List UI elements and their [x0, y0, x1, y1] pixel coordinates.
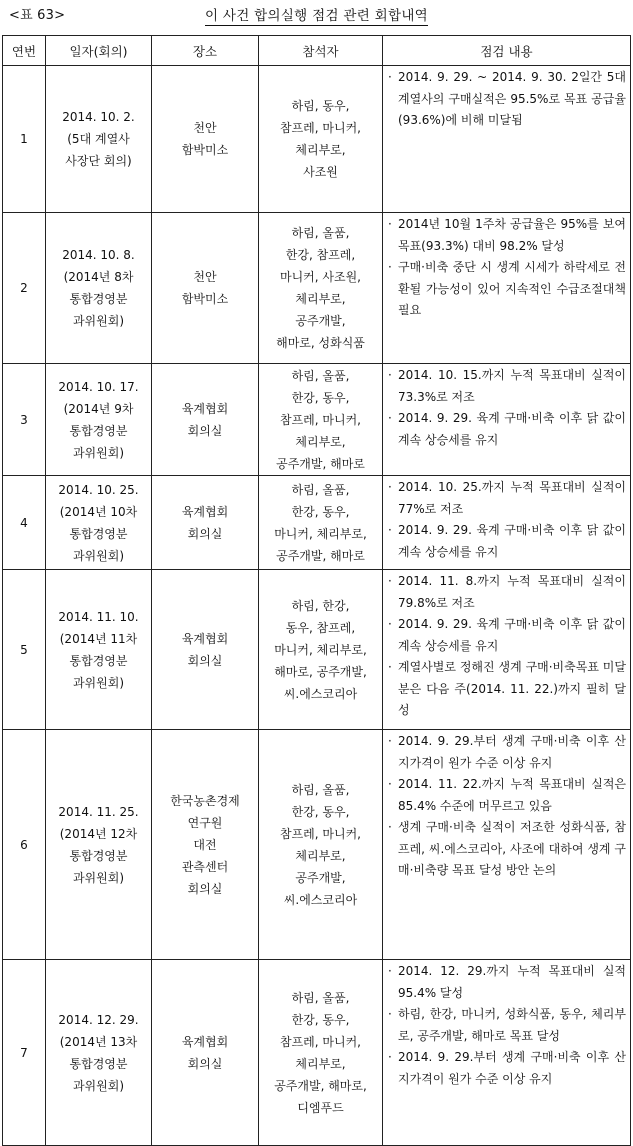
place-line: 육계협회 [181, 1034, 229, 1049]
date-line: 2014. 11. 10. [58, 609, 139, 624]
place-line: 함박미소 [181, 143, 229, 157]
date-line: 통합경영분 [69, 292, 128, 306]
att-line: 씨.에스코리아 [283, 686, 358, 701]
place-line: 관측센터 [181, 859, 229, 874]
detail-item: · 2014. 10. 15.까지 누적 목표대비 실적이 73.3%로 저조 [385, 365, 626, 408]
place-line: 함박미소 [181, 292, 229, 306]
date-line: 통합경영분 [69, 653, 128, 668]
place-line: 회의실 [187, 881, 223, 896]
detail-item: · 2014. 9. 29. ~ 2014. 9. 30. 2일간 5대 계열사의 구매실적은 95.5%로 목표 공급율(93.6%)에 비해 미달됨 [385, 67, 626, 132]
att-line: 참프레, 마니커, [280, 121, 361, 135]
row-number: 2 [3, 213, 46, 364]
attendees-cell [259, 960, 383, 1146]
place-line: 연구원 [187, 815, 223, 830]
att-line: 체리부로, [295, 434, 346, 449]
table-row [3, 213, 631, 364]
att-line: 체리부로, [295, 292, 346, 306]
row-number: 6 [3, 730, 46, 960]
detail-item: · 2014년 10월 1주차 공급율은 95%를 보여 목표(93.3%) 대비 98.2% 달성 [385, 214, 626, 257]
att-line: 하림, 올품, [291, 990, 350, 1005]
detail-item: · 2014. 9. 29.부터 생계 구매·비축 이후 산지가격이 원가 수준 이상 유지 [385, 731, 626, 774]
details-cell [383, 960, 631, 1146]
date-cell [46, 960, 152, 1146]
date-line: 과위원회) [72, 445, 125, 460]
detail-item: · 2014. 9. 29. 육계 구매·비축 이후 닭 값이 계속 상승세를 유지 [385, 614, 626, 657]
att-line: 동우, 참프레, [285, 620, 356, 635]
details-cell [383, 476, 631, 570]
table-row [3, 570, 631, 730]
date-line: 2014. 11. 25. [58, 804, 139, 819]
date-line: (5대 계열사 [67, 132, 130, 146]
date-cell [46, 730, 152, 960]
attendees-cell [259, 730, 383, 960]
att-line: 한강, 동우, [291, 390, 350, 405]
att-line: 하림, 올품, [291, 226, 350, 240]
row-number: 1 [3, 66, 46, 213]
date-line: 통합경영분 [69, 423, 128, 438]
place-line: 천안 [193, 270, 217, 284]
table-title-text: 이 사건 합의실행 점검 관련 회합내역 [204, 8, 429, 24]
detail-item: · 2014. 10. 25.까지 누적 목표대비 실적이 77%로 저조 [385, 477, 626, 520]
detail-item: · 2014. 9. 29. 육계 구매·비축 이후 닭 값이 계속 상승세를 유지 [385, 520, 626, 563]
table-row [3, 960, 631, 1146]
date-line: 2014. 10. 8. [62, 248, 135, 262]
att-line: 하림, 한강, [291, 598, 350, 613]
place-cell [152, 476, 259, 570]
att-line: 마니커, 체리부로, [274, 642, 367, 657]
date-line: (2014년 8차 [63, 270, 134, 284]
att-line: 체리부로, [295, 143, 346, 157]
att-line: 마니커, 체리부로, [274, 526, 367, 541]
place-line: 육계협회 [181, 631, 229, 646]
table-title [0, 4, 633, 24]
date-line: 과위원회) [72, 548, 125, 563]
meeting-records-table [2, 35, 631, 1146]
att-line: 참프레, 마니커, [280, 826, 361, 841]
header-attendees: 참석자 [259, 36, 383, 66]
att-line: 참프레, 마니커, [280, 412, 361, 427]
attendees-cell [259, 364, 383, 476]
detail-item: · 생계 구매·비축 실적이 저조한 성화식품, 참프레, 씨.에스코리아, 사조에 대하여 생계 구매·비축량 목표 달성 방안 논의 [385, 817, 626, 882]
place-line: 대전 [193, 837, 217, 852]
place-line: 회의실 [187, 526, 223, 541]
header-no: 연번 [3, 36, 46, 66]
details-cell [383, 364, 631, 476]
date-cell [46, 364, 152, 476]
detail-item: · 계열사별로 정해진 생계 구매·비축목표 미달분은 다음 주(2014. 11. 22.)까지 필히 달성 [385, 657, 626, 722]
date-line: 사장단 회의) [65, 154, 132, 168]
date-line: 2014. 12. 29. [58, 1012, 139, 1027]
att-line: 공주개발, [295, 314, 346, 328]
header-details: 점검 내용 [383, 36, 631, 66]
row-number: 5 [3, 570, 46, 730]
date-line: 통합경영분 [69, 526, 128, 541]
att-line: 하림, 동우, [291, 99, 350, 113]
attendees-cell [259, 570, 383, 730]
date-line: (2014년 9차 [63, 401, 134, 416]
att-line: 공주개발, 해마로 [276, 456, 365, 471]
att-line: 해마로, 공주개발, [274, 664, 367, 679]
details-cell [383, 213, 631, 364]
table-header-row [3, 36, 631, 66]
date-line: 2014. 10. 25. [58, 482, 139, 497]
place-cell [152, 960, 259, 1146]
date-line: 과위원회) [72, 870, 125, 885]
place-line: 회의실 [187, 423, 223, 438]
date-line: 2014. 10. 17. [58, 379, 139, 394]
att-line: 사조원 [303, 165, 338, 179]
details-cell [383, 730, 631, 960]
att-line: 마니커, 사조원, [280, 270, 361, 284]
row-number: 7 [3, 960, 46, 1146]
att-line: 하림, 올품, [291, 482, 350, 497]
att-line: 한강, 동우, [291, 1012, 350, 1027]
attendees-cell [259, 66, 383, 213]
date-line: 2014. 10. 2. [62, 110, 135, 124]
detail-item: · 2014. 9. 29.부터 생계 구매·비축 이후 산지가격이 원가 수준 이상 유지 [385, 1047, 626, 1090]
date-line: (2014년 10차 [59, 504, 138, 519]
header-place: 장소 [152, 36, 259, 66]
place-cell [152, 364, 259, 476]
caption-row [0, 0, 633, 36]
att-line: 참프레, 마니커, [280, 1034, 361, 1049]
detail-item: · 2014. 11. 22.까지 누적 목표대비 실적은 85.4% 수준에 머무르고 있음 [385, 774, 626, 817]
detail-item: · 2014. 12. 29.까지 누적 목표대비 실적 95.4% 달성 [385, 961, 626, 1004]
date-line: (2014년 13차 [59, 1034, 138, 1049]
place-line: 회의실 [187, 1056, 223, 1071]
att-line: 체리부로, [295, 1056, 346, 1071]
date-line: 통합경영분 [69, 1056, 128, 1071]
place-line: 육계협회 [181, 401, 229, 416]
date-cell [46, 570, 152, 730]
detail-item: · 구매·비축 중단 시 생계 시세가 하락세로 전환될 가능성이 있어 지속적인 수급조절대책 필요 [385, 257, 626, 322]
att-line: 디엠푸드 [297, 1100, 344, 1115]
date-cell [46, 66, 152, 213]
row-number: 3 [3, 364, 46, 476]
place-cell [152, 213, 259, 364]
place-cell [152, 730, 259, 960]
table-row [3, 364, 631, 476]
detail-item: · 2014. 11. 8.까지 누적 목표대비 실적이 79.8%로 저조 [385, 571, 626, 614]
date-line: 과위원회) [72, 314, 125, 328]
place-cell [152, 570, 259, 730]
row-number: 4 [3, 476, 46, 570]
date-cell [46, 476, 152, 570]
place-line: 한국농촌경제 [170, 793, 240, 808]
date-line: 과위원회) [72, 1078, 125, 1093]
att-line: 한강, 참프레, [285, 248, 356, 262]
att-line: 해마로, 성화식품 [276, 336, 365, 350]
att-line: 한강, 동우, [291, 504, 350, 519]
table-row [3, 476, 631, 570]
place-cell [152, 66, 259, 213]
detail-item: · 하림, 한강, 마니커, 성화식품, 동우, 체리부로, 공주개발, 해마로 목표 달성 [385, 1004, 626, 1047]
details-cell [383, 570, 631, 730]
att-line: 공주개발, 해마로, [274, 1078, 367, 1093]
date-line: 통합경영분 [69, 848, 128, 863]
att-line: 체리부로, [295, 848, 346, 863]
attendees-cell [259, 476, 383, 570]
date-line: 과위원회) [72, 675, 125, 690]
attendees-cell [259, 213, 383, 364]
date-cell [46, 213, 152, 364]
date-line: (2014년 12차 [59, 826, 138, 841]
place-line: 회의실 [187, 653, 223, 668]
place-line: 육계협회 [181, 504, 229, 519]
att-line: 하림, 올품, [291, 782, 350, 797]
table-row [3, 730, 631, 960]
table-number-label: <표 63> [9, 8, 66, 23]
att-line: 하림, 올품, [291, 368, 350, 383]
att-line: 한강, 동우, [291, 804, 350, 819]
table-body [3, 66, 631, 1146]
detail-item: · 2014. 9. 29. 육계 구매·비축 이후 닭 값이 계속 상승세를 유지 [385, 408, 626, 451]
date-line: (2014년 11차 [59, 631, 138, 646]
table-row [3, 66, 631, 213]
details-cell [383, 66, 631, 213]
header-date: 일자(회의) [46, 36, 152, 66]
att-line: 씨.에스코리아 [283, 892, 358, 907]
att-line: 공주개발, [295, 870, 346, 885]
place-line: 천안 [193, 121, 217, 135]
att-line: 공주개발, 해마로 [276, 548, 365, 563]
